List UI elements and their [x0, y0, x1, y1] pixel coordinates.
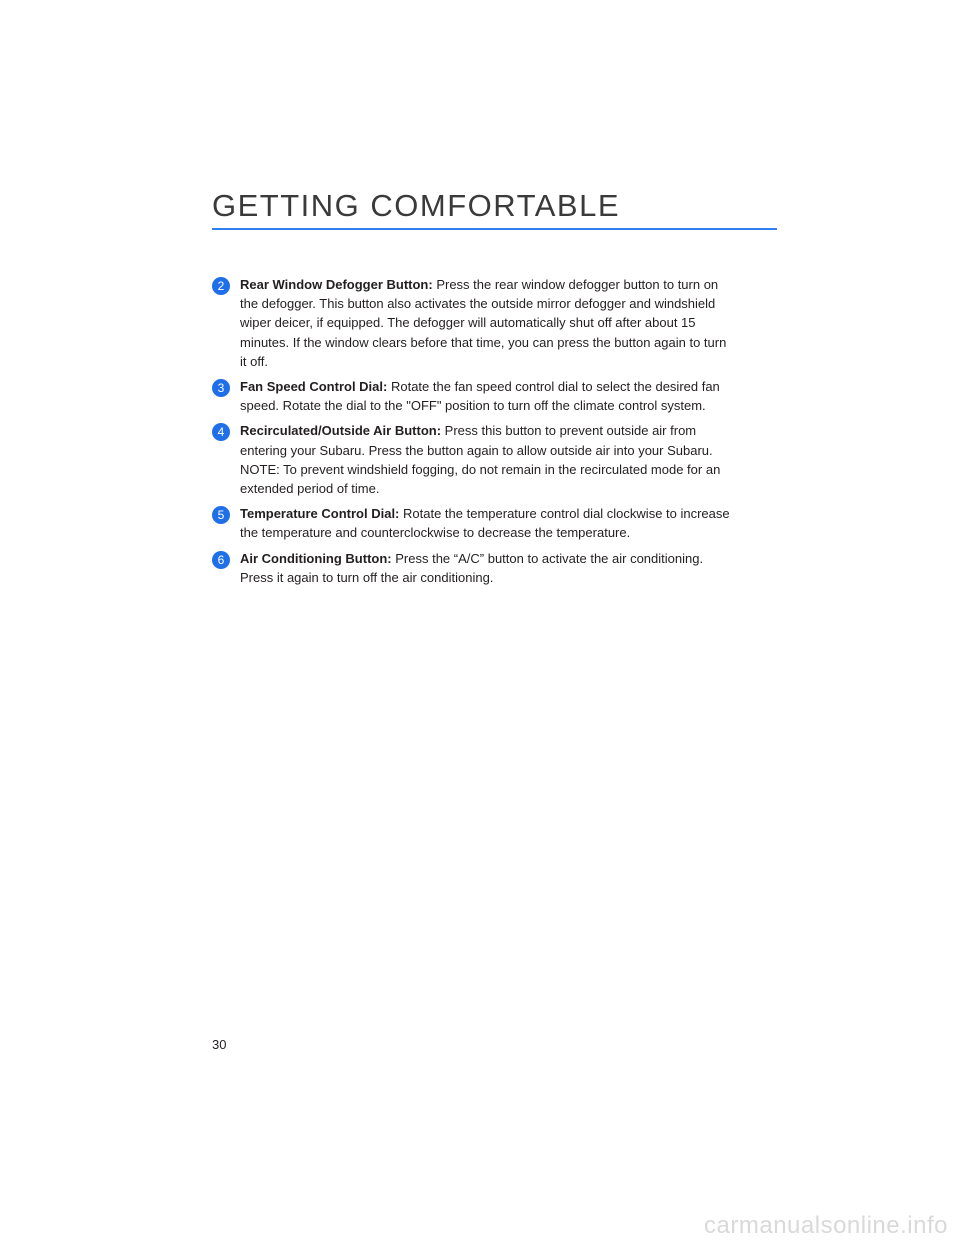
item-description: Rotate the temperature control dial clockwise to increase the temperature and counterclockwise to decrease the temperature.: [240, 506, 730, 541]
list-item: [212, 549, 732, 587]
item-list: [212, 275, 732, 593]
item-label: Recirculated/Outside Air Button:: [240, 423, 442, 439]
item-text: [240, 377, 732, 415]
item-number-badge: 4: [212, 423, 230, 441]
item-text: [240, 504, 732, 542]
item-text: [240, 549, 732, 587]
title-rule: [212, 228, 777, 230]
list-item: [212, 377, 732, 415]
item-number-badge: 6: [212, 551, 230, 569]
item-number-badge: 5: [212, 506, 230, 524]
item-description: Rotate the fan speed control dial to select the desired fan speed. Rotate the dial to the "OFF" position to turn off the climate control system.: [240, 379, 720, 414]
list-item: [212, 504, 732, 542]
item-description: Press the “A/C” button to activate the air conditioning. Press it again to turn off the air conditioning.: [240, 550, 704, 585]
page-title: GETTING COMFORTABLE: [212, 188, 620, 223]
item-description: Press the rear window defogger button to turn on the defogger. This button also activates the outside mirror defogger and windshield wiper deicer, if equipped. The defogger will automatically shut off after about 15 minutes. If the window clears before that time, you can press the button again to turn it off.: [240, 277, 727, 369]
watermark: carmanualsonline.info: [704, 1212, 948, 1239]
item-description: Press this button to prevent outside air from entering your Subaru. Press the button again to allow outside air into your Subaru. NOTE: To prevent windshield fogging, do not remain in the recirculated mode for an extended period of time.: [240, 423, 721, 497]
item-label: Temperature Control Dial:: [240, 506, 400, 522]
item-text: [240, 275, 732, 371]
item-label: Rear Window Defogger Button:: [240, 277, 433, 292]
page-number: 30: [212, 1037, 227, 1052]
item-label: Air Conditioning Button:: [240, 550, 392, 566]
item-label: Fan Speed Control Dial:: [240, 379, 388, 395]
item-text: [240, 421, 732, 498]
item-number-badge: 3: [212, 379, 230, 397]
list-item: [212, 275, 732, 371]
list-item: [212, 421, 732, 498]
item-number-badge: 2: [212, 277, 230, 295]
